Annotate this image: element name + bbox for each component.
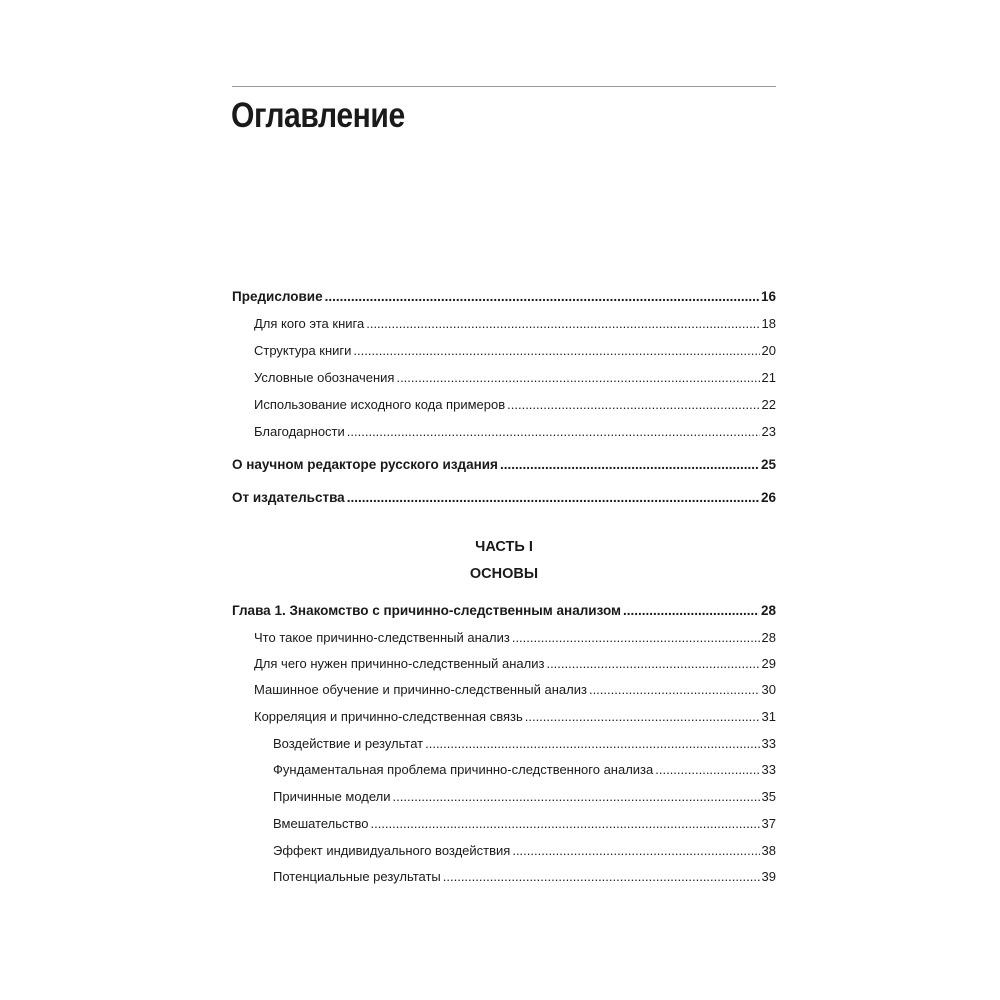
toc-entry-label: Эффект индивидуального воздействия — [273, 843, 511, 858]
part-title: ОСНОВЫ — [469, 566, 539, 582]
toc-entry-conventions[interactable] — [254, 370, 776, 390]
toc-page-number: 22 — [761, 397, 776, 412]
toc-entry-label: Предисловие — [232, 289, 323, 304]
toc-leader-dots — [366, 316, 759, 331]
toc-page-number: 29 — [761, 656, 776, 671]
toc-page-number: 26 — [760, 490, 776, 505]
toc-entry-preface[interactable] — [232, 289, 776, 309]
toc-leader-dots — [347, 424, 760, 439]
toc-entry-label: Для чего нужен причинно-следственный анализ — [254, 656, 545, 671]
toc-entry-scientific-editor[interactable] — [232, 457, 776, 477]
toc-entry-structure[interactable] — [254, 343, 776, 363]
page-title: Оглавление — [231, 96, 405, 135]
toc-entry-source-code[interactable] — [254, 397, 776, 417]
toc-entry-label: Корреляция и причинно-следственная связь — [254, 709, 523, 724]
toc-entry[interactable] — [273, 762, 776, 782]
toc-page-number: 20 — [761, 343, 776, 358]
toc-leader-dots — [425, 736, 759, 751]
toc-page-number: 28 — [761, 630, 776, 645]
top-rule — [232, 86, 776, 87]
toc-page-number: 25 — [760, 457, 776, 472]
toc-leader-dots — [655, 762, 759, 777]
toc-entry[interactable] — [254, 630, 776, 650]
toc-leader-dots — [347, 490, 759, 505]
toc-entry[interactable] — [273, 789, 776, 809]
toc-page-number: 39 — [761, 869, 776, 884]
toc-leader-dots — [589, 682, 760, 697]
toc-leader-dots — [546, 656, 759, 671]
toc-leader-dots — [443, 869, 760, 884]
toc-leader-dots — [507, 397, 759, 412]
toc-entry-audience[interactable] — [254, 316, 776, 336]
toc-entry-label: Воздействие и результат — [273, 736, 424, 751]
toc-leader-dots — [393, 789, 760, 804]
toc-entry[interactable] — [273, 736, 776, 756]
toc-page-number: 37 — [761, 816, 776, 831]
toc-leader-dots — [623, 603, 759, 618]
toc-leader-dots — [325, 289, 759, 304]
toc-page-number: 35 — [761, 789, 776, 804]
toc-leader-dots — [353, 343, 759, 358]
toc-entry-acknowledgements[interactable] — [254, 424, 776, 444]
toc-entry[interactable] — [273, 816, 776, 836]
toc-entry-label: Для кого эта книга — [254, 316, 365, 331]
toc-page-number: 33 — [761, 762, 776, 777]
toc-entry-label: Глава 1. Знакомство с причинно-следственным анализом — [232, 603, 622, 618]
toc-entry-chapter-1[interactable] — [232, 603, 776, 623]
toc-entry[interactable] — [254, 709, 776, 729]
toc-entry-label: Структура книги — [254, 343, 352, 358]
toc-entry-label: Потенциальные результаты — [273, 869, 441, 884]
toc-entry-label: Причинные модели — [273, 789, 391, 804]
toc-page-number: 33 — [761, 736, 776, 751]
toc-page-number: 28 — [760, 603, 776, 618]
toc-leader-dots — [500, 457, 759, 472]
toc-page-number: 23 — [761, 424, 776, 439]
toc-leader-dots — [525, 709, 760, 724]
toc-page-number: 21 — [761, 370, 776, 385]
toc-page-number: 30 — [761, 682, 776, 697]
toc-entry[interactable] — [273, 843, 776, 863]
toc-entry-label: Использование исходного кода примеров — [254, 397, 506, 412]
toc-leader-dots — [512, 843, 759, 858]
toc-entry-label: Машинное обучение и причинно-следственный анализ — [254, 682, 587, 697]
toc-leader-dots — [370, 816, 759, 831]
toc-leader-dots — [512, 630, 760, 645]
toc-entry[interactable] — [273, 869, 776, 889]
toc-page-number: 16 — [760, 289, 776, 304]
toc-entry[interactable] — [254, 682, 776, 702]
toc-entry-label: Фундаментальная проблема причинно-следственного анализа — [273, 762, 654, 777]
toc-entry-label: Вмешательство — [273, 816, 369, 831]
toc-entry-label: Благодарности — [254, 424, 345, 439]
toc-leader-dots — [396, 370, 759, 385]
toc-entry-label: О научном редакторе русского издания — [232, 457, 498, 472]
toc-entry-label: Условные обозначения — [254, 370, 395, 385]
toc-entry-label: Что такое причинно-следственный анализ — [254, 630, 510, 645]
part-number: ЧАСТЬ I — [475, 539, 533, 555]
toc-page-number: 31 — [761, 709, 776, 724]
toc-entry-label: От издательства — [232, 490, 345, 505]
toc-entry[interactable] — [254, 656, 776, 676]
toc-page-number: 18 — [761, 316, 776, 331]
toc-entry-publisher[interactable] — [232, 490, 776, 510]
toc-page-number: 38 — [761, 843, 776, 858]
